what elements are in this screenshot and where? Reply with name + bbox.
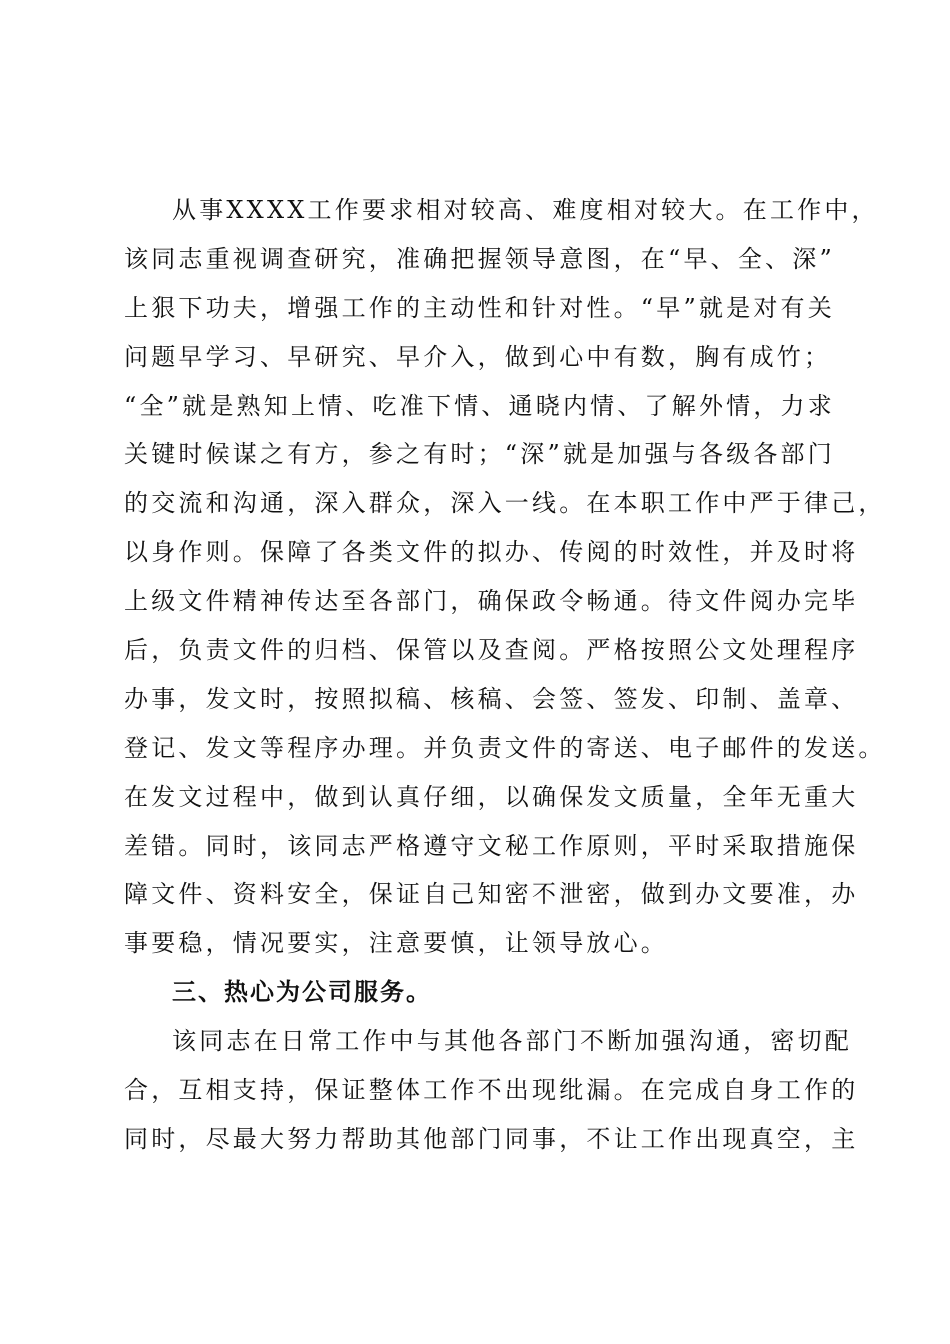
paragraph-line: 事要稳，情况要实，注意要慎，让领导放心。	[124, 929, 668, 958]
paragraph-line: “全”就是熟知上情、吃准下情、通晓内情、了解外情，力求	[124, 391, 835, 420]
paragraph-line: 关键时候谋之有方，参之有时；“深”就是加强与各级各部门	[124, 440, 835, 469]
paragraph-line: 在发文过程中，做到认真仔细，以确保发文质量，全年无重大	[124, 782, 859, 811]
document-body	[124, 186, 886, 1164]
paragraph-line: 该同志重视调查研究，准确把握领导意图，在“早、全、深”	[124, 244, 835, 273]
paragraph-line: 障文件、资料安全，保证自己知密不泄密，做到办文要准，办	[124, 880, 859, 909]
paragraph-line: 办事，发文时，按照拟稿、核稿、会签、签发、印制、盖章、	[124, 684, 859, 713]
section-heading: 三、热心为公司服务。	[172, 978, 432, 1007]
paragraph-line: 从事XXXX工作要求相对较高、难度相对较大。在工作中，	[172, 196, 879, 224]
paragraph-line: 上级文件精神传达至各部门，确保政令畅通。待文件阅办完毕	[124, 587, 859, 616]
paragraph-line: 上狠下功夫，增强工作的主动性和针对性。“早”就是对有关	[124, 293, 835, 322]
paragraph-line: 同时，尽最大努力帮助其他部门同事，不让工作出现真空，主	[124, 1124, 859, 1153]
paragraph-line: 该同志在日常工作中与其他各部门不断加强沟通，密切配	[172, 1027, 852, 1056]
paragraph-line: 的交流和沟通，深入群众，深入一线。在本职工作中严于律己，	[124, 489, 886, 518]
paragraph-line: 后，负责文件的归档、保管以及查阅。严格按照公文处理程序	[124, 636, 859, 665]
paragraph-line: 问题早学习、早研究、早介入，做到心中有数，胸有成竹；	[124, 342, 832, 371]
paragraph-line: 合，互相支持，保证整体工作不出现纰漏。在完成自身工作的	[124, 1076, 859, 1105]
paragraph-line: 登记、发文等程序办理。并负责文件的寄送、电子邮件的发送。	[124, 733, 886, 762]
paragraph-line: 差错。同时，该同志严格遵守文秘工作原则，平时采取措施保	[124, 831, 859, 860]
paragraph-line: 以身作则。保障了各类文件的拟办、传阅的时效性，并及时将	[124, 538, 859, 567]
